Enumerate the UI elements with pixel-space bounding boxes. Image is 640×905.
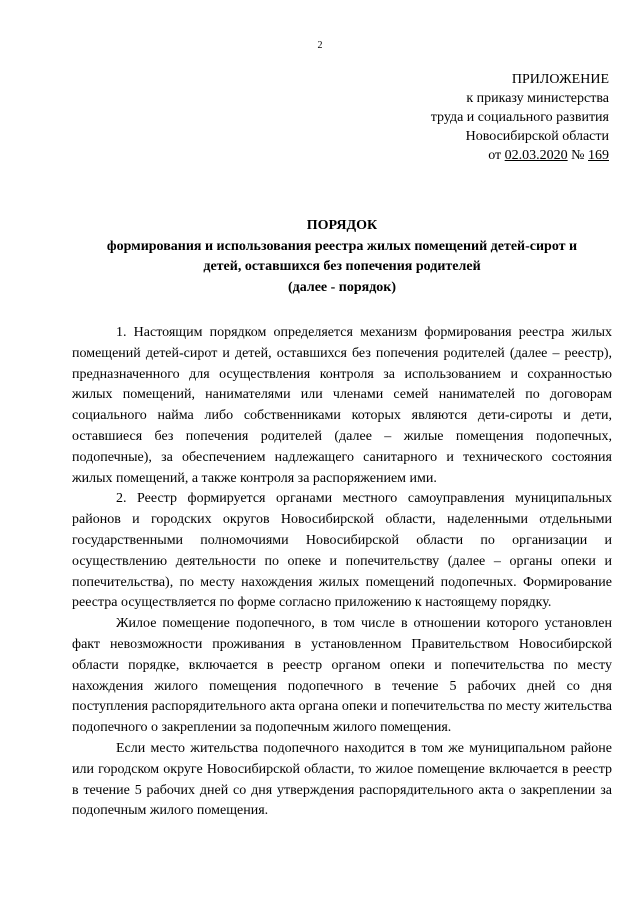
- document-subtitle-line1: формирования и использования реестра жилых помещений детей-сирот и: [106, 238, 578, 254]
- appendix-order-line: к приказу министерства: [466, 91, 609, 106]
- appendix-region-line: Новосибирской области: [465, 129, 609, 144]
- document-subtitle-line2: детей, оставшихся без попечения родителей: [203, 259, 481, 274]
- document-title-block: [72, 216, 612, 298]
- appendix-ministry-line: труда и социального развития: [430, 110, 609, 125]
- appendix-title: ПРИЛОЖЕНИЕ: [511, 72, 609, 87]
- number-sign: №: [571, 148, 585, 163]
- paragraph-1: 1. Настоящим порядком определяется механизм формирования реестра жилых помещений детей-сирот и детей, оставшихся без попечения родителей (далее – реестр), предназначенного для осуществления контроля за использованием и сохранностью жилых помещений, нанимателями или членами семей нанимателей по договорам социального найма либо собственниками которых являются дети-сироты и дети, оставшиеся без попечения родителей (далее – жилые помещения подопечных, подопечные), за обеспечением надлежащего санитарного и технического состояния жилых помещений, а также контроля за распоряжением ими.: [72, 325, 612, 486]
- document-body: [72, 323, 612, 822]
- paragraph-3: Жилое помещение подопечного, в том числе в отношении которого установлен факт невозможности проживания в установленном Правительством Новосибирской области порядке, включается в реестр органом опеки и попечительства по месту нахождения жилого помещения подопечного в течение 5 рабочих дней со дня поступления распорядительного акта органа опеки и попечительства по месту жительства подопечного о закреплении за подопечным жилого помещения.: [72, 616, 612, 736]
- page-number: 2: [317, 40, 323, 51]
- document-subtitle-line3: (далее - порядок): [287, 279, 397, 295]
- date-prefix: от: [488, 148, 502, 163]
- appendix-block: [431, 70, 609, 165]
- paragraph-4: Если место жительства подопечного находится в том же муниципальном районе или городском округе Новосибирской области, то жилое помещение включается в реестр в течение 5 рабочих дней со дня утверждения распорядительного акта о закреплении за подопечным жилого помещения.: [72, 740, 612, 819]
- order-number: 169: [588, 148, 609, 163]
- order-date: 02.03.2020: [504, 148, 568, 163]
- document-heading: ПОРЯДОК: [306, 218, 378, 233]
- paragraph-2: 2. Реестр формируется органами местного самоуправления муниципальных районов и городских округов Новосибирской области, наделенными отдельными государственными полномочиями Новосибирской области по организации и осуществлению деятельности по опеке и попечительству (далее – органы опеки и попечительства), по месту нахождения жилых помещений подопечных. Формирование реестра осуществляется по форме согласно приложению к настоящему порядку.: [72, 491, 612, 611]
- appendix-date-line: [431, 146, 609, 165]
